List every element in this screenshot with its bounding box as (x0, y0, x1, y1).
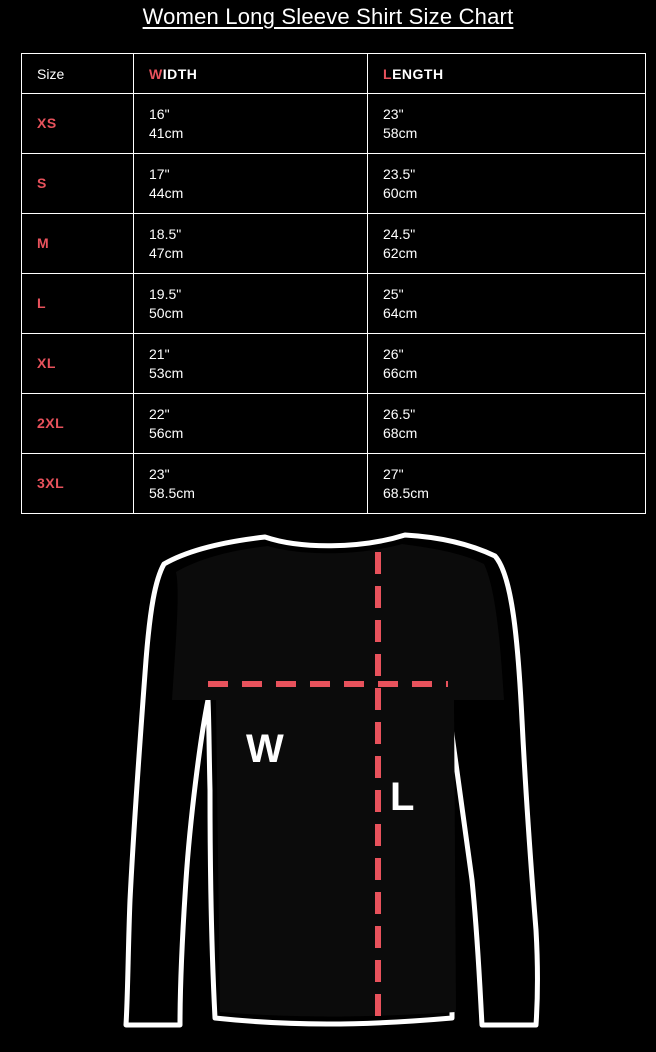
size-cell: S (22, 154, 134, 214)
length-inches: 23.5" (383, 165, 416, 182)
width-inches: 21" (149, 345, 170, 362)
shirt-measurement-diagram (0, 520, 656, 1052)
header-width (134, 54, 368, 94)
length-inches: 24.5" (383, 225, 416, 242)
shirt-body-shading (172, 544, 504, 1017)
width-cm: 58.5cm (149, 484, 195, 501)
width-cm: 50cm (149, 304, 184, 321)
size-cell: 3XL (22, 454, 134, 514)
width-cell (134, 154, 368, 214)
length-cm: 58cm (383, 124, 418, 141)
width-cm: 47cm (149, 244, 184, 261)
length-label: L (390, 775, 415, 819)
length-cm: 68cm (383, 424, 418, 441)
size-cell: M (22, 214, 134, 274)
width-cell (134, 334, 368, 394)
width-cm: 41cm (149, 124, 184, 141)
width-label: W (246, 727, 284, 771)
header-length (368, 54, 646, 94)
length-cell (368, 94, 646, 154)
size-cell: XL (22, 334, 134, 394)
width-cm: 53cm (149, 364, 184, 381)
width-cm: 44cm (149, 184, 184, 201)
size-cell: L (22, 274, 134, 334)
header-width-rest: IDTH (162, 65, 198, 82)
width-cm: 56cm (149, 424, 184, 441)
header-size: Size (22, 54, 134, 94)
header-width-initial: W (149, 65, 163, 82)
page-title: Women Long Sleeve Shirt Size Chart (142, 4, 514, 29)
length-cm: 68.5cm (383, 484, 429, 501)
table-row (22, 454, 646, 514)
size-cell: 2XL (22, 394, 134, 454)
header-length-rest: ENGTH (392, 65, 444, 82)
table-row (22, 214, 646, 274)
header-length-initial: L (383, 65, 393, 82)
table-row (22, 394, 646, 454)
table-row (22, 154, 646, 214)
width-inches: 18.5" (149, 225, 182, 242)
table-row (22, 334, 646, 394)
length-cm: 64cm (383, 304, 418, 321)
length-inches: 23" (383, 105, 404, 122)
table-header-row (22, 54, 646, 94)
length-cell (368, 154, 646, 214)
table-row (22, 274, 646, 334)
width-cell (134, 394, 368, 454)
width-inches: 23" (149, 465, 170, 482)
width-inches: 19.5" (149, 285, 182, 302)
length-cm: 60cm (383, 184, 418, 201)
size-chart-table (21, 53, 646, 514)
length-inches: 26.5" (383, 405, 416, 422)
length-inches: 25" (383, 285, 404, 302)
width-cell (134, 214, 368, 274)
length-inches: 26" (383, 345, 404, 362)
length-cell (368, 214, 646, 274)
length-inches: 27" (383, 465, 404, 482)
size-cell: XS (22, 94, 134, 154)
width-inches: 16" (149, 105, 170, 122)
table-row (22, 94, 646, 154)
width-cell (134, 274, 368, 334)
length-cell (368, 454, 646, 514)
width-cell (134, 454, 368, 514)
width-cell (134, 94, 368, 154)
width-inches: 22" (149, 405, 170, 422)
width-inches: 17" (149, 165, 170, 182)
length-cell (368, 394, 646, 454)
length-cm: 62cm (383, 244, 418, 261)
length-cell (368, 274, 646, 334)
length-cm: 66cm (383, 364, 418, 381)
length-cell (368, 334, 646, 394)
